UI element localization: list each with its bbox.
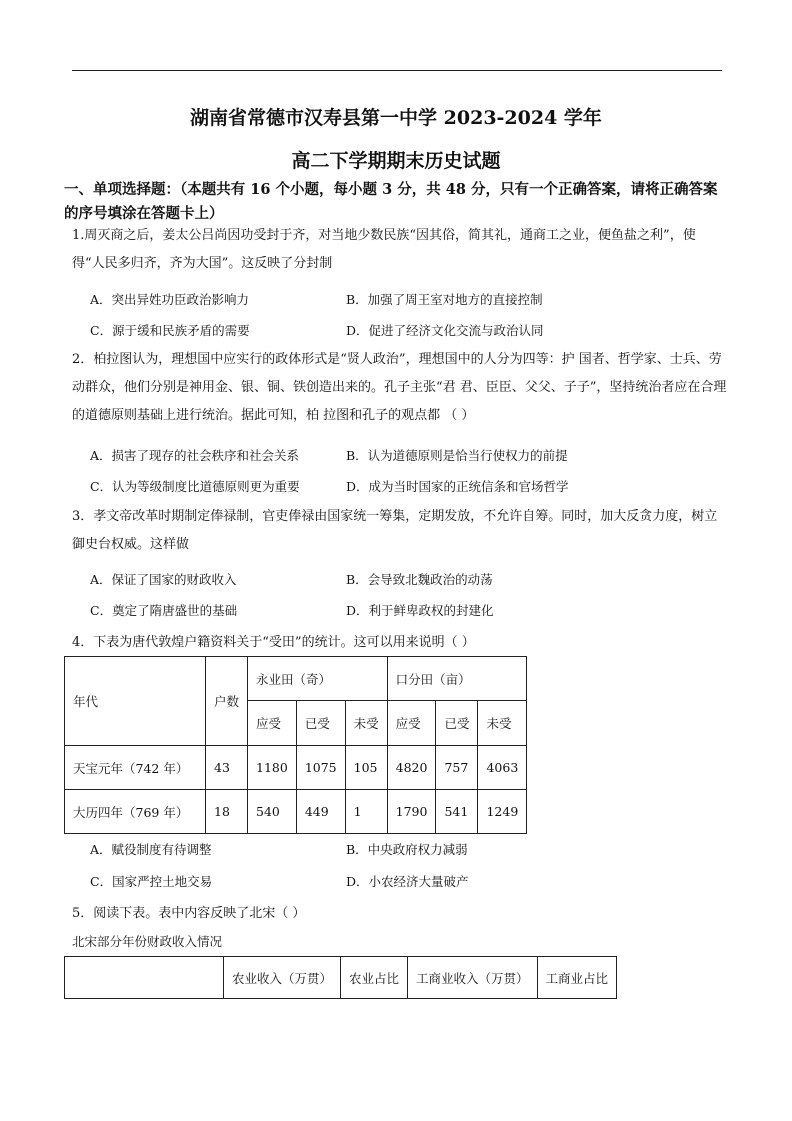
q3-option-d: D．利于鲜卑政权的封建化 [346, 603, 494, 618]
q2-option-c: C．认为等级制度比道德原则更为重要 [90, 479, 300, 494]
table-cell: 天宝元年（742 年） [65, 746, 206, 790]
q1-option-d: D．促进了经济文化交流与政治认同 [346, 323, 544, 338]
subheader-cell: 已受 [296, 701, 345, 746]
subheader-cell: 应受 [387, 701, 436, 746]
top-rule [72, 70, 722, 71]
question-1-stem: 1.周灭商之后，姜太公吕尚因功受封于齐，对当地少数民族“因其俗，简其礼，通商工之业，便鱼盐之利”，使得“人民多归齐，齐为大国”。这反映了分封制 [72, 228, 696, 271]
table-cell: 541 [436, 790, 478, 834]
q4-option-c: C．国家严控土地交易 [90, 874, 213, 889]
table-cell: 1180 [248, 746, 297, 790]
subheader-cell: 未受 [478, 701, 527, 746]
q4-option-d: D．小农经济大量破产 [346, 874, 469, 889]
q4-option-a: A．赋役制度有待调整 [90, 842, 212, 857]
q4-option-b: B．中央政府权力减弱 [346, 842, 468, 857]
question-4-stem: 4．下表为唐代敦煌户籍资料关于“受田”的统计。这可以用来说明（ ） [72, 635, 475, 650]
q1-option-a: A．突出异姓功臣政治影响力 [90, 292, 250, 307]
table-cell: 540 [248, 790, 297, 834]
header-cell: 农业占比 [341, 957, 408, 999]
table-cell: 4820 [387, 746, 436, 790]
header-cell: 工商业收入（万贯） [408, 957, 538, 999]
table-cell: 757 [436, 746, 478, 790]
exam-title: 湖南省常德市汉寿县第一中学 2023-2024 学年 [190, 107, 602, 129]
q2-option-d: D．成为当时国家的正统信条和官场哲学 [346, 479, 569, 494]
header-era: 年代 [65, 657, 206, 746]
header-cell: 工商业占比 [537, 957, 617, 999]
table5-caption: 北宋部分年份财政收入情况 [72, 934, 223, 949]
header-cell [65, 957, 224, 999]
question-5-stem: 5．阅读下表。表中内容反映了北宋（ ） [72, 906, 306, 921]
q3-option-c: C．奠定了隋唐盛世的基础 [90, 603, 238, 618]
q1-option-c: C．源于缓和民族矛盾的需要 [90, 323, 250, 338]
table-song-revenue [64, 956, 617, 999]
table-row [65, 746, 527, 790]
q3-option-a: A．保证了国家的财政收入 [90, 572, 237, 587]
exam-subtitle: 高二下学期期末历史试题 [291, 150, 501, 172]
table-row [65, 790, 527, 834]
header-yongye-field: 永业田（奇） [248, 657, 388, 701]
table-cell: 1790 [387, 790, 436, 834]
table-cell: 105 [345, 746, 387, 790]
header-cell: 农业收入（万贯） [224, 957, 341, 999]
section-heading: 一、单项选择题：（本题共有 16 个小题，每小题 3 分，共 48 分，只有一个正确答案，请将正确答案的序号填涂在答题卡上） [64, 181, 718, 222]
table-cell: 1249 [478, 790, 527, 834]
q2-option-b: B．认为道德原则是恰当行使权力的前提 [346, 448, 568, 463]
table-cell: 4063 [478, 746, 527, 790]
q3-option-b: B．会导致北魏政治的动荡 [346, 572, 493, 587]
q2-option-a: A．损害了现存的社会秩序和社会关系 [90, 448, 300, 463]
header-households: 户数 [206, 657, 248, 746]
table-cell: 大历四年（769 年） [65, 790, 206, 834]
table-cell: 18 [206, 790, 248, 834]
table-cell: 449 [296, 790, 345, 834]
subheader-cell: 已受 [436, 701, 478, 746]
table-cell: 1075 [296, 746, 345, 790]
question-2-stem: 2．柏拉图认为，理想国中应实行的政体形式是“贤人政治”，理想国中的人分为四等：护 国者、哲学家、士兵、劳动群众，他们分别是神用金、银、铜、铁创造出来的。孔子主张“君 君、臣臣、父父、子子”，坚持统治者应在合理的道德原则基础上进行统治。据此可知，柏 拉图和孔子的观点都 （ ） [72, 352, 727, 423]
subheader-cell: 未受 [345, 701, 387, 746]
header-koufen-field: 口分田（亩） [387, 657, 527, 701]
q1-option-b: B．加强了周王室对地方的直接控制 [346, 292, 543, 307]
table-cell: 1 [345, 790, 387, 834]
table-field-allocation [64, 656, 527, 834]
subheader-cell: 应受 [248, 701, 297, 746]
table-cell: 43 [206, 746, 248, 790]
question-3-stem: 3．孝文帝改革时期制定俸禄制，官吏俸禄由国家统一筹集，定期发放，不允许自筹。同时，加大反贪力度，树立御史台权威。这样做 [72, 509, 718, 552]
